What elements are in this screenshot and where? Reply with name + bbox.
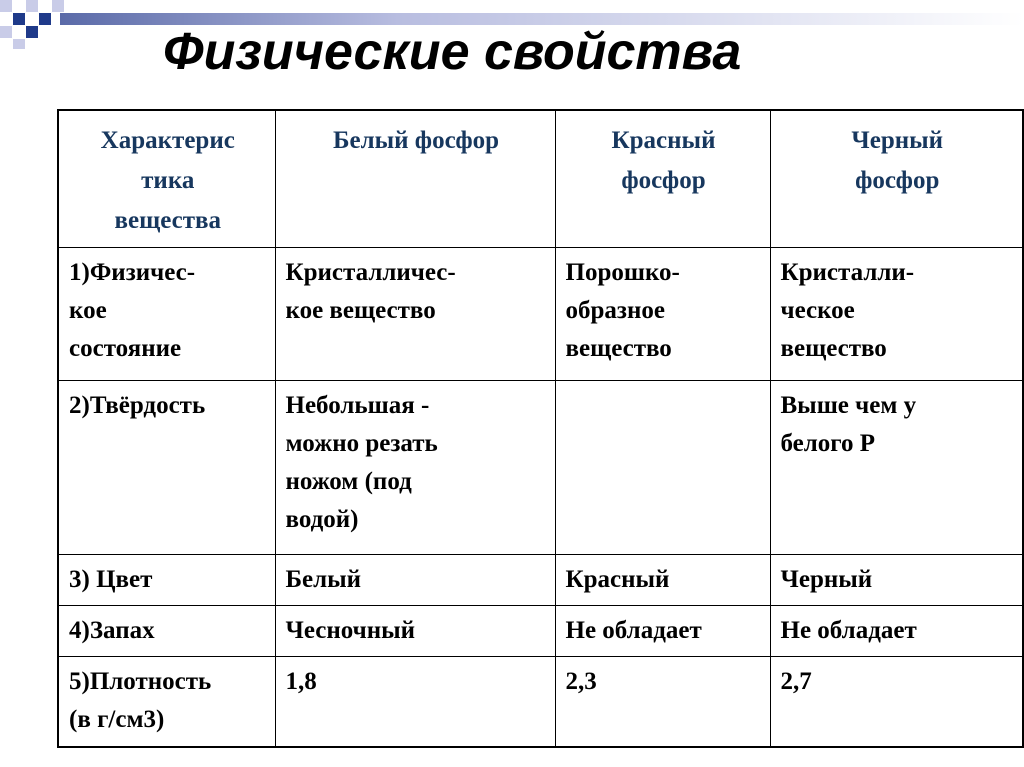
table-cell: Черный	[770, 555, 1023, 606]
table-row	[58, 555, 1023, 606]
header-characteristic: Характерис тика вещества	[58, 110, 275, 248]
table-cell: Порошко- образное вещество	[555, 248, 770, 381]
table-cell: Кристалличес- кое вещество	[275, 248, 555, 381]
table-row	[58, 381, 1023, 555]
row-label-cell: 2)Твёрдость	[58, 381, 275, 555]
header-red-phosphorus: Красный фосфор	[555, 110, 770, 248]
table-row	[58, 248, 1023, 381]
table-cell: 2,3	[555, 657, 770, 747]
table-cell: Красный	[555, 555, 770, 606]
table-row	[58, 657, 1023, 747]
slide-title: Физические свойства	[163, 23, 742, 81]
table-cell: Чесночный	[275, 606, 555, 657]
table-cell: Не обладает	[770, 606, 1023, 657]
table-row	[58, 606, 1023, 657]
table-cell: 1,8	[275, 657, 555, 747]
table-cell: Белый	[275, 555, 555, 606]
table-cell: Не обладает	[555, 606, 770, 657]
row-label-cell: 4)Запах	[58, 606, 275, 657]
row-label-cell: 5)Плотность (в г/см3)	[58, 657, 275, 747]
table-cell: Кристалли- ческое вещество	[770, 248, 1023, 381]
table-cell: Небольшая - можно резать ножом (под водой)	[275, 381, 555, 555]
row-label-cell: 3) Цвет	[58, 555, 275, 606]
row-label-cell: 1)Физичес- кое состояние	[58, 248, 275, 381]
header-white-phosphorus: Белый фосфор	[275, 110, 555, 248]
properties-table	[57, 109, 1024, 748]
table-cell	[555, 381, 770, 555]
table-header-row	[58, 110, 1023, 248]
header-black-phosphorus: Черный фосфор	[770, 110, 1023, 248]
table-cell: 2,7	[770, 657, 1023, 747]
table-cell: Выше чем у белого Р	[770, 381, 1023, 555]
